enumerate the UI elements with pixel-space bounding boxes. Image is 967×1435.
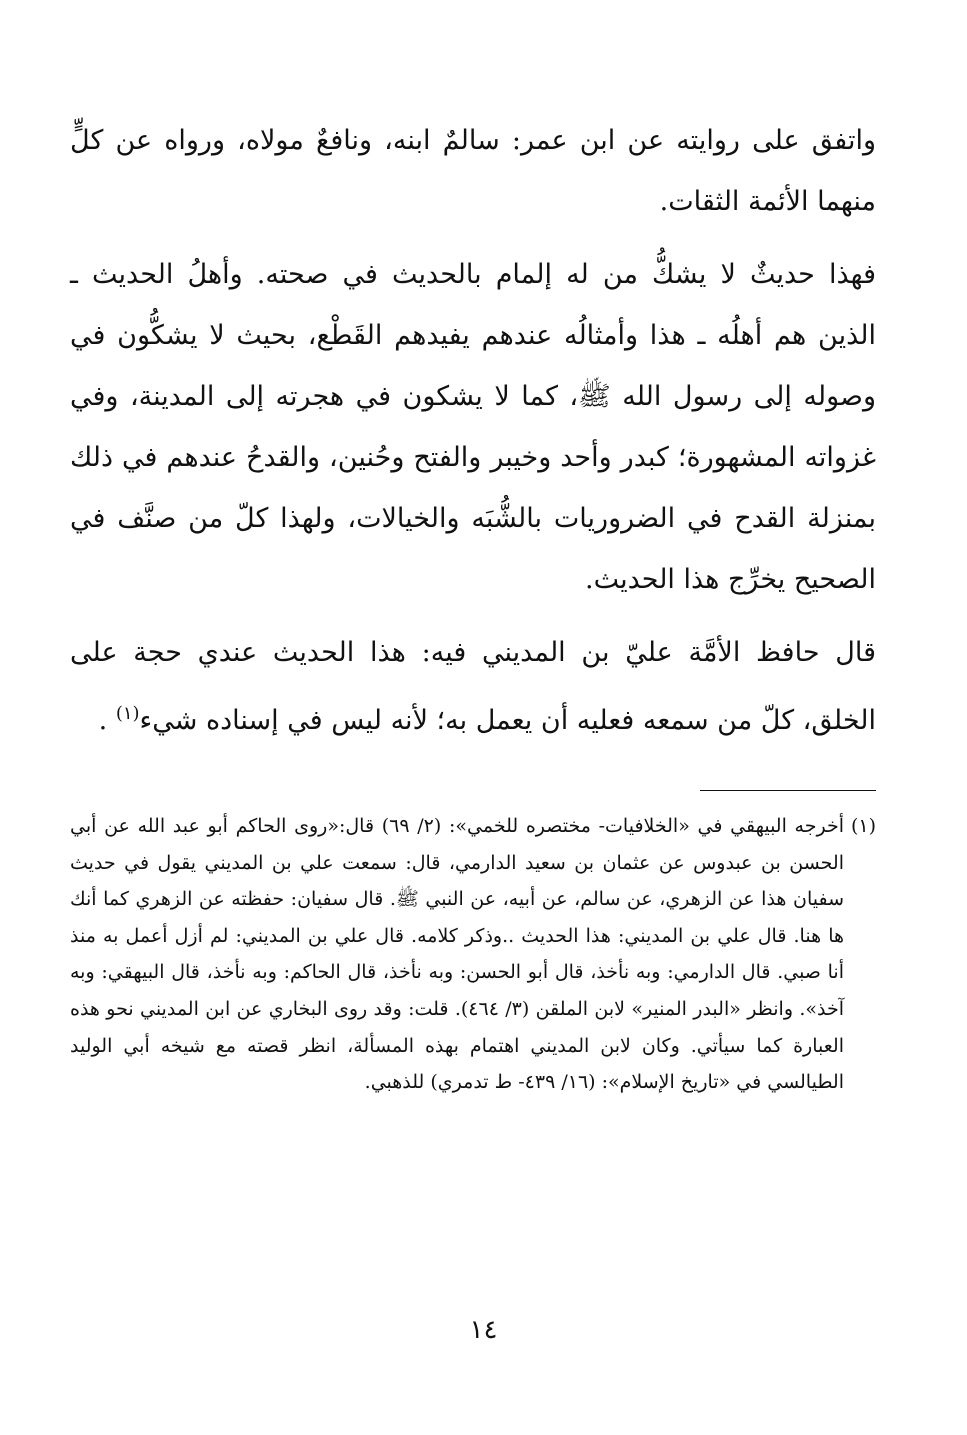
paragraph-1: واتفق على روايته عن ابن عمر: سالمٌ ابنه، ونافعٌ مولاه، ورواه عن كلٍّ منهما الأئمة الثقات. [70, 125, 876, 217]
paragraph-3-text: قال حافظ الأمَّة عليّ بن المديني فيه: هذا الحديث عندي حجة على الخلق، كلّ من سمعه فعليه أن يعمل به؛ لأنه ليس في إسناده شيء [70, 637, 876, 736]
paragraph-3 [70, 622, 876, 751]
footnote-text: أخرجه البيهقي في «الخلافيات- مختصره للخمي»: (٢/ ٦٩) قال:«روى الحاكم أبو عبد الله عن أبي الحسن بن عبدوس عن عثمان بن سعيد الدارمي، قال: سمعت علي بن المديني يقول في حديث سفيان هذا عن الزهري، عن سالم، عن أبيه، عن النبي ﷺ. قال سفيان: حفظته عن الزهري كما أنك ها هنا. قال علي بن المديني: هذا الحديث ..وذكر كلامه. قال علي بن المديني: لم أزل أعمل به منذ أنا صبي. قال الدارمي: وبه نأخذ، قال أبو الحسن: وبه نأخذ، قال الحاكم: وبه نأخذ، قال البيهقي: وبه آخذ». وانظر «البدر المنير» لابن الملقن (٣/ ٤٦٤). قلت: وقد روى البخاري عن ابن المديني نحو هذه العبارة كما سيأتي. وكان لابن المديني اهتمام بهذه المسألة، انظر قصته مع شيخه أبي الوليد الطيالسي في «تاريخ الإسلام»: (١٦/ ٤٣٩- ط تدمري) للذهبي. [70, 815, 844, 1094]
paragraph-3-end: . [98, 705, 116, 736]
paragraph-2: فهذا حديثٌ لا يشكُّ من له إلمام بالحديث في صحته. وأهلُ الحديث ـ الذين هم أهلُه ـ هذا وأمثالُه عندهم يفيدهم القَطْع، بحيث لا يشكُّون في وصوله إلى رسول الله ﷺ، كما لا يشكون في هجرته إلى المدينة، وفي غزواته المشهورة؛ كبدر وأحد وخيبر والفتح وحُنين، والقدحُ عندهم في ذلك بمنزلة القدح في الضروريات بالشُّبَه والخيالات، ولهذا كلّ من صنَّف في الصحيح يخرِّج هذا الحديث. [70, 259, 876, 595]
footnote-separator [700, 790, 876, 791]
page-number: ١٤ [469, 1315, 498, 1345]
footnote-reference[interactable]: (١) [115, 703, 140, 724]
footnote [70, 808, 876, 1101]
main-text [70, 110, 876, 763]
footnote-number: (١) [850, 815, 876, 837]
